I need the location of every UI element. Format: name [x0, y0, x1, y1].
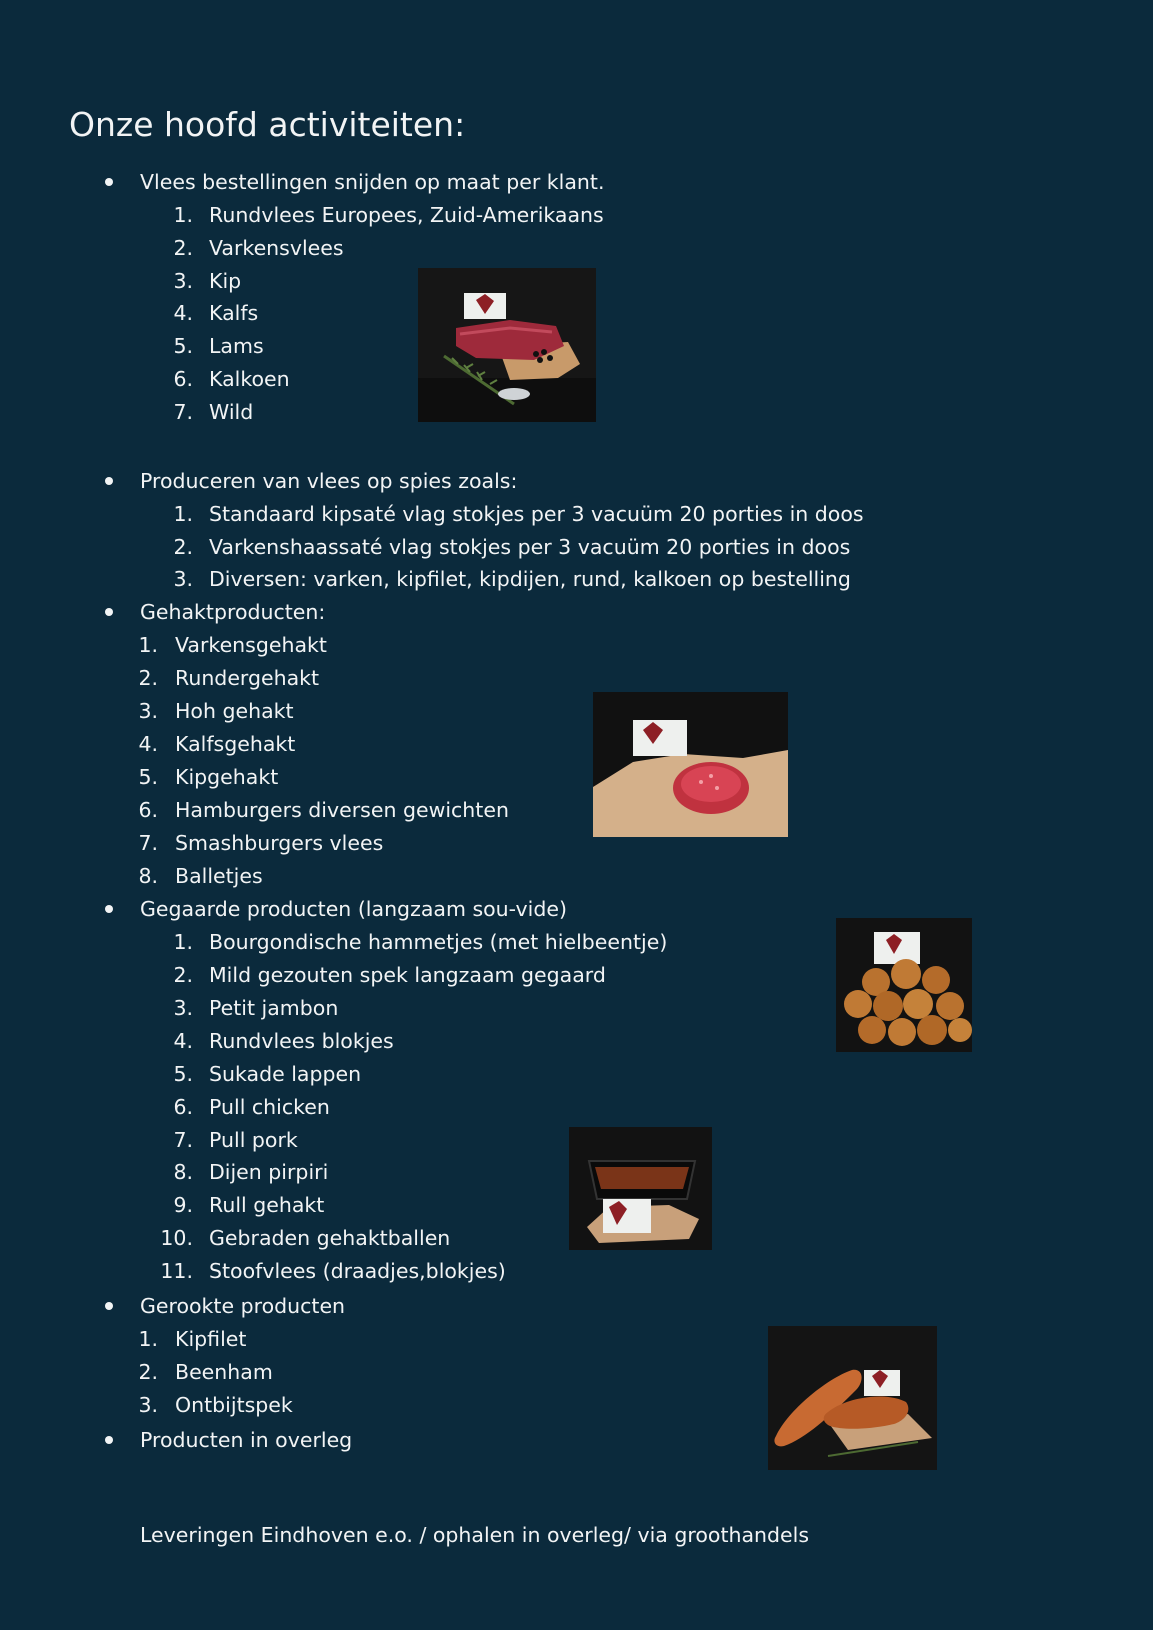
smoked-chicken-photo — [768, 1326, 937, 1470]
list-number: 5. — [138, 765, 158, 789]
list-item: Kip — [209, 269, 242, 293]
list-item: Varkenshaassaté vlag stokjes per 3 vacuüm 20 porties in doos — [209, 535, 851, 559]
list-item: Rundvlees Europees, Zuid-Amerikaans — [209, 203, 604, 227]
list-number: 2. — [173, 535, 193, 559]
list-number: 8. — [173, 1160, 193, 1184]
list-item: Pull pork — [209, 1128, 298, 1152]
page-title: Onze hoofd activiteiten: — [69, 105, 466, 144]
steak-photo — [418, 268, 596, 422]
list-number: 9. — [173, 1193, 193, 1217]
meatballs-image — [836, 918, 972, 1052]
list-number: 3. — [173, 269, 193, 293]
list-item: Gebraden gehaktballen — [209, 1226, 451, 1250]
list-number: 6. — [173, 1095, 193, 1119]
list-number: 1. — [138, 633, 158, 657]
section-label: Gegaarde producten (langzaam sou-vide) — [140, 897, 567, 921]
list-number: 2. — [173, 236, 193, 260]
list-item: Hoh gehakt — [175, 699, 294, 723]
list-number: 1. — [173, 203, 193, 227]
list-item: Kipgehakt — [175, 765, 279, 789]
steak-image — [418, 268, 596, 422]
list-item: Lams — [209, 334, 264, 358]
list-number: 5. — [173, 334, 193, 358]
bullet-icon — [105, 178, 113, 186]
list-number: 6. — [173, 367, 193, 391]
list-number: 1. — [173, 930, 193, 954]
list-item: Petit jambon — [209, 996, 339, 1020]
list-number: 5. — [173, 1062, 193, 1086]
list-number: 1. — [138, 1327, 158, 1351]
section-label: Produceren van vlees op spies zoals: — [140, 469, 518, 493]
stew-tray-image — [569, 1127, 712, 1250]
list-item: Wild — [209, 400, 254, 424]
list-number: 8. — [138, 864, 158, 888]
list-number: 2. — [138, 1360, 158, 1384]
list-item: Standaard kipsaté vlag stokjes per 3 vacuüm 20 porties in doos — [209, 502, 864, 526]
list-item: Kalfs — [209, 301, 259, 325]
bullet-icon — [105, 905, 113, 913]
bullet-icon — [105, 608, 113, 616]
smoked-chicken-image — [768, 1326, 937, 1470]
list-item: Beenham — [175, 1360, 273, 1384]
section-label: Gerookte producten — [140, 1294, 346, 1318]
list-number: 7. — [173, 1128, 193, 1152]
list-number: 3. — [138, 1393, 158, 1417]
list-item: Balletjes — [175, 864, 263, 888]
list-item: Kipfilet — [175, 1327, 247, 1351]
stew-tray-photo — [569, 1127, 712, 1250]
list-item: Smashburgers vlees — [175, 831, 384, 855]
footer-text: Leveringen Eindhoven e.o. / ophalen in overleg/ via groothandels — [140, 1523, 810, 1547]
list-number: 3. — [138, 699, 158, 723]
list-number: 10. — [160, 1226, 193, 1250]
list-number: 2. — [138, 666, 158, 690]
list-number: 3. — [173, 567, 193, 591]
list-item: Rundvlees blokjes — [209, 1029, 394, 1053]
list-item: Pull chicken — [209, 1095, 330, 1119]
list-number: 7. — [138, 831, 158, 855]
bullet-icon — [105, 1436, 113, 1444]
list-item: Bourgondische hammetjes (met hielbeentje) — [209, 930, 668, 954]
list-item: Ontbijtspek — [175, 1393, 293, 1417]
list-number: 6. — [138, 798, 158, 822]
list-item: Stoofvlees (draadjes,blokjes) — [209, 1259, 506, 1283]
list-item: Dijen pirpiri — [209, 1160, 329, 1184]
list-number: 1. — [173, 502, 193, 526]
list-number: 4. — [138, 732, 158, 756]
list-number: 3. — [173, 996, 193, 1020]
list-item: Kalkoen — [209, 367, 290, 391]
list-number: 4. — [173, 1029, 193, 1053]
list-item: Varkensgehakt — [175, 633, 327, 657]
list-item: Hamburgers diversen gewichten — [175, 798, 509, 822]
list-number: 11. — [160, 1259, 193, 1283]
burger-image — [593, 692, 788, 837]
section-label: Gehaktproducten: — [140, 600, 326, 624]
list-number: 2. — [173, 963, 193, 987]
meatballs-photo — [836, 918, 972, 1052]
list-item: Varkensvlees — [209, 236, 344, 260]
list-item: Diversen: varken, kipfilet, kipdijen, rund, kalkoen op bestelling — [209, 567, 851, 591]
list-item: Rull gehakt — [209, 1193, 325, 1217]
section-label: Vlees bestellingen snijden op maat per klant. — [140, 170, 605, 194]
list-item: Sukade lappen — [209, 1062, 362, 1086]
list-number: 4. — [173, 301, 193, 325]
list-item: Kalfsgehakt — [175, 732, 296, 756]
list-number: 7. — [173, 400, 193, 424]
section-label: Producten in overleg — [140, 1428, 353, 1452]
burger-photo — [593, 692, 788, 837]
bullet-icon — [105, 1302, 113, 1310]
bullet-icon — [105, 477, 113, 485]
list-item: Rundergehakt — [175, 666, 320, 690]
list-item: Mild gezouten spek langzaam gegaard — [209, 963, 606, 987]
